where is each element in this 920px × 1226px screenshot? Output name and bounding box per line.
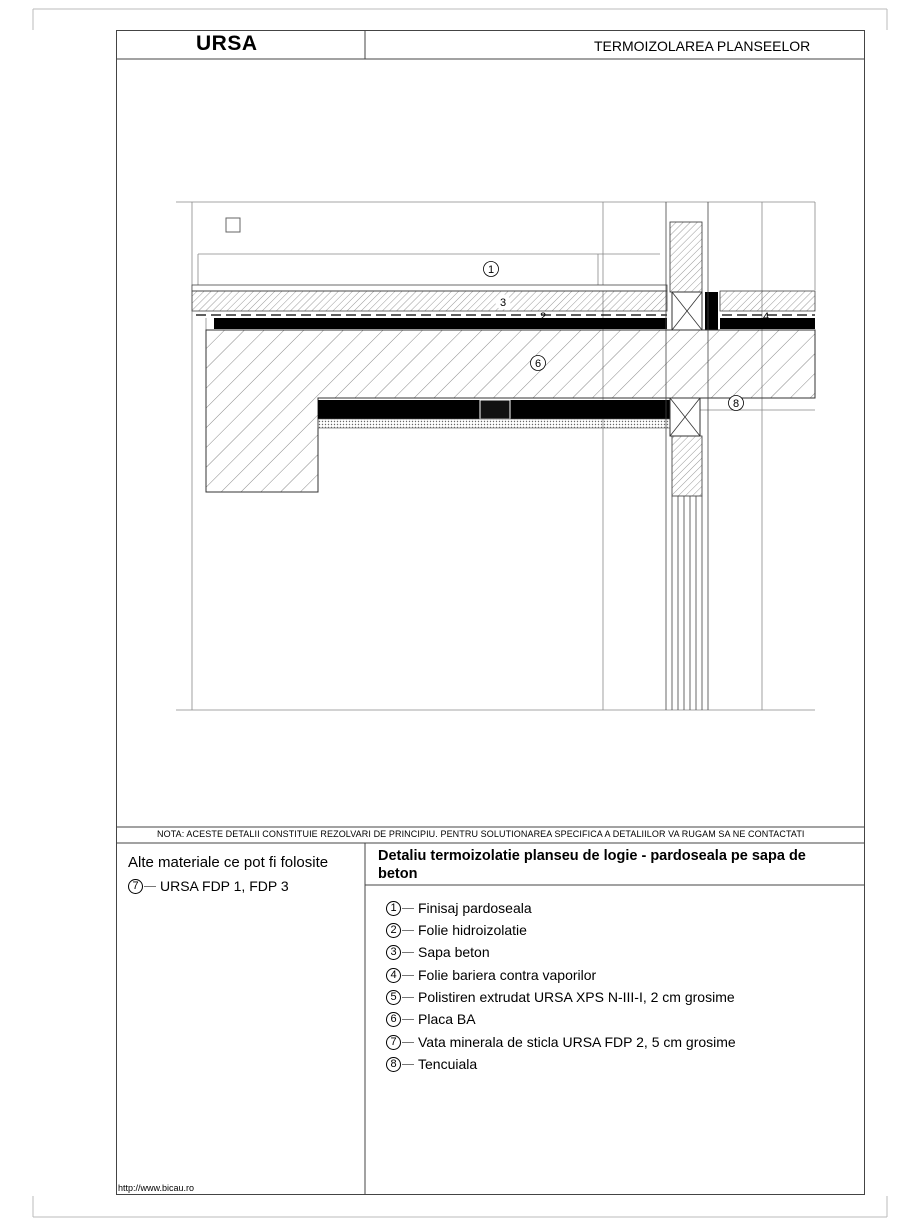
leader-line — [144, 886, 156, 887]
legend-text: Sapa beton — [418, 944, 490, 960]
legend-item — [386, 943, 490, 961]
leader-line — [402, 930, 414, 931]
legend-text: Vata minerala de sticla URSA FDP 2, 5 cm grosime — [418, 1034, 736, 1050]
leader-line — [402, 908, 414, 909]
legend-item — [386, 1010, 476, 1028]
layer-finish-floor — [192, 285, 667, 291]
callout-2 — [540, 311, 546, 323]
callout-1 — [484, 262, 499, 277]
callout-4 — [763, 311, 769, 323]
item-number-badge: 7 — [128, 879, 143, 894]
leader-line — [402, 952, 414, 953]
window-frame — [666, 202, 708, 710]
legend-text: Finisaj pardoseala — [418, 900, 532, 916]
leader-line — [402, 1019, 414, 1020]
alternatives-item-text: URSA FDP 1, FDP 3 — [160, 878, 289, 894]
detail-title: Detaliu termoizolatie planseu de logie - pardoseala pe sapa de beton — [378, 848, 806, 882]
legend-text: Folie hidroizolatie — [418, 922, 527, 938]
sheet-title: TERMOIZOLAREA PLANSEELOR — [594, 38, 811, 54]
legend-item — [386, 1033, 736, 1051]
leader-line — [402, 997, 414, 998]
callout-8 — [729, 396, 744, 411]
item-number-badge: 5 — [386, 990, 401, 1005]
wool-joint-detail — [480, 400, 510, 419]
legend-item — [386, 988, 735, 1006]
item-number-badge: 6 — [386, 1012, 401, 1027]
legend-item — [386, 921, 527, 939]
legend-text: Folie bariera contra vaporilor — [418, 967, 597, 983]
item-number-badge: 8 — [386, 1057, 401, 1072]
svg-text:6: 6 — [534, 358, 542, 370]
svg-text:4: 4 — [762, 311, 770, 323]
item-number-badge: 3 — [386, 945, 401, 960]
svg-text:2: 2 — [539, 311, 547, 323]
svg-text:8: 8 — [732, 398, 740, 410]
alternatives-title: Alte materiale ce pot fi folosite — [128, 854, 329, 871]
svg-text:1: 1 — [487, 264, 495, 276]
small-detail-square — [226, 218, 240, 232]
brand-logo-text: URSA — [196, 32, 258, 55]
layer-plaster — [318, 419, 670, 428]
svg-text:3: 3 — [499, 297, 507, 309]
footer-url[interactable]: http://www.bicau.ro — [118, 1183, 195, 1193]
layer-xps-insulation — [214, 318, 667, 329]
legend-text: Polistiren extrudat URSA XPS N-III-I, 2 cm grosime — [418, 989, 735, 1005]
layer-screed-interior — [720, 291, 815, 311]
legend-text: Placa BA — [418, 1011, 476, 1027]
layer-concrete-screed — [192, 291, 667, 311]
leader-line — [402, 1064, 414, 1065]
item-number-badge: 1 — [386, 901, 401, 916]
item-number-badge: 2 — [386, 923, 401, 938]
callout-6 — [531, 356, 546, 371]
leader-line — [402, 975, 414, 976]
item-number-badge: 7 — [386, 1035, 401, 1050]
callout-3 — [496, 295, 511, 310]
alternatives-item — [128, 877, 289, 895]
item-number-badge: 4 — [386, 968, 401, 983]
disclaimer-note: NOTA: ACESTE DETALII CONSTITUIE REZOLVARI DE PRINCIPIU. PENTRU SOLUTIONAREA SPECIFICA A DETALIILOR VA RUGAM SA NE CONTACTATI — [157, 829, 805, 839]
legend-item — [386, 899, 532, 917]
legend-item — [386, 1055, 477, 1073]
leader-line — [402, 1042, 414, 1043]
legend-item — [386, 966, 596, 984]
legend-text: Tencuiala — [418, 1056, 478, 1072]
edge-insulation-strip — [705, 292, 718, 330]
